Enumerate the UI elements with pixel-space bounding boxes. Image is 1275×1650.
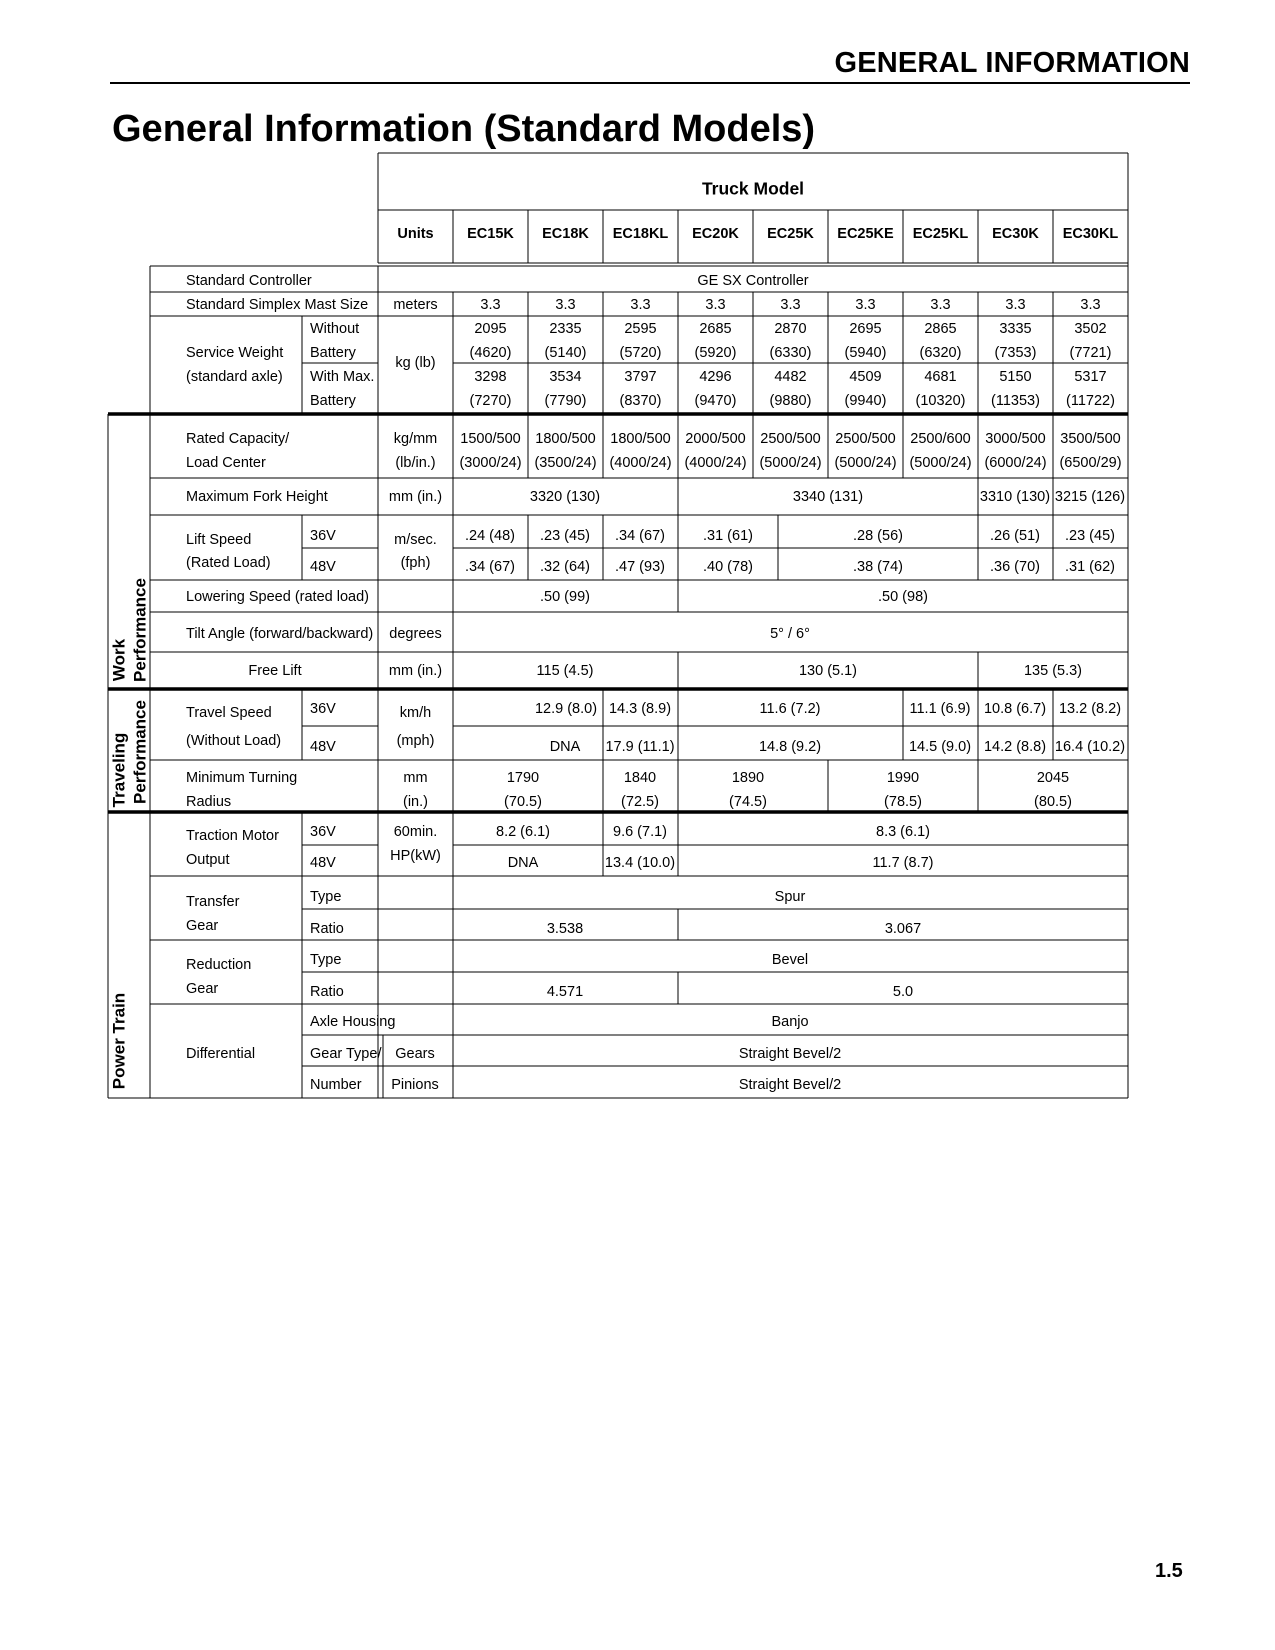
lift-speed-unit: m/sec.: [394, 531, 437, 548]
turning-radius-value: 1890: [731, 769, 765, 786]
without-battery-label: Battery: [310, 344, 356, 361]
travel-speed-48v-value: 14.5 (9.0): [908, 738, 972, 755]
transfer-ratio-value: 3.538: [546, 920, 584, 937]
fork-height-value: 3340 (131): [792, 488, 864, 505]
turning-radius-value: 1990: [886, 769, 920, 786]
weight-with-value: (8370): [619, 392, 662, 409]
travel-speed-48v-value: 16.4 (10.2): [1054, 738, 1126, 755]
section-work-label: Performance: [130, 578, 150, 682]
weight-with-value: 3534: [549, 368, 582, 385]
travel-speed-48v-value: DNA: [549, 738, 581, 755]
turning-radius-value: (70.5): [504, 793, 542, 810]
lift-speed-36v-label: 36V: [310, 527, 336, 544]
weight-with-value: (9940): [844, 392, 887, 409]
section-traveling-label: Performance: [130, 700, 150, 804]
rated-capacity-label: Load Center: [186, 454, 266, 471]
weight-without-value: 3502: [1074, 320, 1107, 337]
free-lift-value: 130 (5.1): [798, 662, 858, 679]
section-traveling-label: Traveling: [109, 732, 129, 808]
lift-speed-unit: (fph): [400, 554, 431, 571]
weight-with-value: 4296: [699, 368, 732, 385]
mast-size-value: 3.3: [630, 296, 651, 313]
service-weight-label: Service Weight: [186, 344, 284, 361]
weight-without-value: 2595: [624, 320, 657, 337]
traction-motor-unit: HP(kW): [390, 847, 441, 864]
tilt-angle-value: 5° / 6°: [770, 625, 810, 642]
gear-type-label: Gear Type/: [310, 1045, 382, 1062]
section-work-label: Work: [109, 638, 129, 682]
travel-speed-48v-value: 14.8 (9.2): [758, 738, 822, 755]
traction-36v-value: 9.6 (7.1): [613, 823, 667, 840]
travel-speed-36v-value: 11.6 (7.2): [759, 700, 821, 717]
fork-height-value: 3215 (126): [1054, 488, 1126, 505]
reduction-type-label: Type: [310, 951, 342, 968]
rated-capacity-value: (3000/24): [459, 454, 522, 471]
lift-speed-36v-value: .26 (51): [990, 527, 1040, 544]
model-header-ec15k: EC15K: [467, 225, 514, 242]
travel-speed-48v-value: 17.9 (11.1): [605, 738, 675, 755]
weight-without-value: (6330): [769, 344, 812, 361]
mast-size-value: 3.3: [480, 296, 501, 313]
reduction-type-value: Bevel: [771, 951, 809, 968]
lift-speed-48v-value: .34 (67): [465, 558, 515, 575]
mast-size-value: 3.3: [1080, 296, 1101, 313]
travel-speed-48v-value: 14.2 (8.8): [983, 738, 1047, 755]
traction-motor-unit: 60min.: [393, 823, 438, 840]
fork-height-unit: mm (in.): [388, 488, 443, 505]
section-power-train-label: Power Train: [109, 992, 129, 1090]
free-lift-value: 115 (4.5): [536, 662, 594, 679]
lift-speed-36v-value: .34 (67): [615, 527, 665, 544]
lift-speed-36v-value: .24 (48): [465, 527, 515, 544]
reduction-gear-label: Gear: [186, 980, 219, 997]
reduction-gear-label: Reduction: [186, 956, 252, 973]
travel-speed-label: (Without Load): [186, 732, 282, 749]
lift-speed-48v-value: .36 (70): [990, 558, 1040, 575]
pinions-label: Pinions: [391, 1076, 439, 1093]
rated-capacity-value: (3500/24): [534, 454, 597, 471]
transfer-gear-label: Transfer: [186, 893, 240, 910]
pinions-value: Straight Bevel/2: [738, 1076, 842, 1093]
units-header: Units: [397, 225, 434, 242]
gears-value: Straight Bevel/2: [738, 1045, 842, 1062]
weight-with-value: (9470): [694, 392, 737, 409]
turning-radius-value: (78.5): [884, 793, 922, 810]
model-header-ec25k: EC25K: [767, 225, 814, 242]
weight-with-value: (9880): [769, 392, 812, 409]
without-battery-label: Without: [310, 320, 360, 337]
rated-capacity-value: (4000/24): [684, 454, 747, 471]
weight-without-value: (7721): [1069, 344, 1112, 361]
traction-48v-value: 13.4 (10.0): [604, 854, 676, 871]
model-header-ec25ke: EC25KE: [837, 225, 894, 242]
page-number: 1.5: [1155, 1560, 1183, 1582]
lift-speed-48v-value: .38 (74): [853, 558, 903, 575]
travel-speed-unit: km/h: [399, 704, 432, 721]
standard-controller-label: Standard Controller: [186, 272, 312, 289]
service-weight-label: (standard axle): [186, 368, 283, 385]
weight-without-value: 3335: [999, 320, 1032, 337]
turning-radius-value: 2045: [1036, 769, 1070, 786]
weight-with-value: 3797: [624, 368, 657, 385]
rated-capacity-unit: kg/mm: [393, 430, 438, 447]
weight-without-value: (7353): [994, 344, 1037, 361]
reduction-ratio-value: 5.0: [892, 983, 914, 1000]
traction-motor-label: Output: [186, 851, 230, 868]
lowering-speed-value: .50 (98): [878, 588, 928, 605]
traction-48v-label: 48V: [310, 854, 336, 871]
weight-with-value: (11722): [1066, 392, 1115, 409]
weight-without-value: (5920): [694, 344, 737, 361]
gear-number-label: Number: [310, 1076, 362, 1093]
reduction-ratio-label: Ratio: [310, 983, 344, 1000]
weight-with-value: (7790): [544, 392, 587, 409]
standard-controller-value: GE SX Controller: [697, 272, 809, 289]
transfer-ratio-value: 3.067: [884, 920, 922, 937]
tilt-angle-label: Tilt Angle (forward/backward): [186, 625, 374, 642]
travel-speed-48v-label: 48V: [310, 738, 336, 755]
mast-size-value: 3.3: [555, 296, 576, 313]
weight-with-value: 3298: [474, 368, 507, 385]
rated-capacity-value: (4000/24): [609, 454, 672, 471]
mast-size-label: Standard Simplex Mast Size: [186, 296, 369, 313]
weight-without-value: (5940): [844, 344, 887, 361]
rated-capacity-label: Rated Capacity/: [186, 430, 290, 447]
lift-speed-48v-value: .47 (93): [615, 558, 665, 575]
mast-size-value: 3.3: [930, 296, 951, 313]
traction-motor-label: Traction Motor: [186, 827, 279, 844]
differential-label: Differential: [186, 1045, 256, 1062]
weight-without-value: 2095: [474, 320, 507, 337]
transfer-type-label: Type: [310, 888, 342, 905]
weight-without-value: 2685: [699, 320, 732, 337]
free-lift-value: 135 (5.3): [1023, 662, 1083, 679]
fork-height-value: 3320 (130): [529, 488, 601, 505]
gears-label: Gears: [395, 1045, 435, 1062]
axle-housing-value: Banjo: [771, 1013, 809, 1030]
lift-speed-48v-value: .32 (64): [540, 558, 590, 575]
transfer-ratio-label: Ratio: [310, 920, 344, 937]
model-header-ec20k: EC20K: [692, 225, 739, 242]
rated-capacity-value: (6500/29): [1059, 454, 1122, 471]
traction-36v-label: 36V: [310, 823, 336, 840]
rated-capacity-value: (5000/24): [759, 454, 822, 471]
travel-speed-label: Travel Speed: [186, 704, 272, 721]
traction-36v-value: 8.2 (6.1): [496, 823, 550, 840]
lift-speed-48v-value: .40 (78): [703, 558, 753, 575]
travel-speed-36v-label: 36V: [310, 700, 336, 717]
weight-with-value: (10320): [915, 392, 966, 409]
rated-capacity-value: 1800/500: [610, 430, 671, 447]
fork-height-label: Maximum Fork Height: [186, 488, 328, 505]
weight-without-value: 2695: [849, 320, 882, 337]
axle-housing-label: Axle Housing: [310, 1013, 396, 1030]
weight-with-value: 4509: [849, 368, 882, 385]
weight-with-value: 5150: [999, 368, 1032, 385]
free-lift-label: Free Lift: [248, 662, 302, 679]
turning-radius-unit: mm: [403, 769, 428, 786]
travel-speed-36v-value: 13.2 (8.2): [1058, 700, 1122, 717]
lift-speed-label: Lift Speed: [186, 531, 252, 548]
traction-48v-value: DNA: [507, 854, 539, 871]
turning-radius-value: (72.5): [621, 793, 659, 810]
turning-radius-label: Radius: [186, 793, 232, 810]
section-title: GENERAL INFORMATION: [834, 47, 1190, 79]
travel-speed-36v-value: 11.1 (6.9): [909, 700, 971, 717]
service-weight-unit: kg (lb): [395, 354, 436, 371]
rated-capacity-unit: (lb/in.): [395, 454, 436, 471]
weight-without-value: (4620): [469, 344, 512, 361]
weight-with-value: 4482: [774, 368, 807, 385]
lowering-speed-label: Lowering Speed (rated load): [186, 588, 369, 605]
lift-speed-36v-value: .23 (45): [1065, 527, 1115, 544]
travel-speed-36v-value: 12.9 (8.0): [534, 700, 598, 717]
reduction-ratio-value: 4.571: [546, 983, 584, 1000]
rated-capacity-value: 2000/500: [685, 430, 746, 447]
lift-speed-48v-value: .31 (62): [1065, 558, 1115, 575]
page-title: General Information (Standard Models): [112, 108, 816, 150]
rated-capacity-value: 3000/500: [985, 430, 1046, 447]
turning-radius-value: (80.5): [1034, 793, 1072, 810]
lift-speed-label: (Rated Load): [186, 554, 271, 571]
with-battery-label: Battery: [310, 392, 356, 409]
truck-model-header: Truck Model: [701, 178, 805, 199]
rated-capacity-value: (6000/24): [984, 454, 1047, 471]
lowering-speed-value: .50 (99): [540, 588, 590, 605]
weight-without-value: 2865: [924, 320, 957, 337]
weight-without-value: (5720): [619, 344, 662, 361]
mast-size-value: 3.3: [780, 296, 801, 313]
travel-speed-unit: (mph): [396, 732, 435, 749]
rated-capacity-value: 1800/500: [535, 430, 596, 447]
rated-capacity-value: 3500/500: [1060, 430, 1121, 447]
tilt-angle-unit: degrees: [389, 625, 442, 642]
turning-radius-unit: (in.): [403, 793, 428, 810]
lift-speed-36v-value: .23 (45): [540, 527, 590, 544]
rated-capacity-value: 2500/500: [835, 430, 896, 447]
rated-capacity-value: (5000/24): [909, 454, 972, 471]
rated-capacity-value: 2500/500: [760, 430, 821, 447]
weight-with-value: 5317: [1074, 368, 1107, 385]
weight-without-value: (5140): [544, 344, 587, 361]
travel-speed-36v-value: 10.8 (6.7): [983, 700, 1047, 717]
mast-size-value: 3.3: [1005, 296, 1026, 313]
model-header-ec25kl: EC25KL: [912, 225, 969, 242]
rated-capacity-value: (5000/24): [834, 454, 897, 471]
traction-48v-value: 11.7 (8.7): [872, 854, 934, 871]
rated-capacity-value: 1500/500: [460, 430, 521, 447]
model-header-ec18k: EC18K: [542, 225, 589, 242]
travel-speed-36v-value: 14.3 (8.9): [608, 700, 672, 717]
turning-radius-value: 1840: [623, 769, 657, 786]
weight-with-value: (11353): [991, 392, 1040, 409]
turning-radius-value: 1790: [506, 769, 540, 786]
mast-size-value: 3.3: [705, 296, 726, 313]
free-lift-unit: mm (in.): [388, 662, 443, 679]
lift-speed-48v-label: 48V: [310, 558, 336, 575]
weight-without-value: 2335: [549, 320, 582, 337]
weight-with-value: 4681: [924, 368, 957, 385]
turning-radius-label: Minimum Turning: [186, 769, 298, 786]
turning-radius-value: (74.5): [729, 793, 767, 810]
lift-speed-36v-value: .28 (56): [853, 527, 903, 544]
mast-size-unit: meters: [393, 296, 438, 313]
model-header-ec30kl: EC30KL: [1062, 225, 1119, 242]
transfer-gear-label: Gear: [186, 917, 219, 934]
rated-capacity-value: 2500/600: [910, 430, 971, 447]
weight-with-value: (7270): [469, 392, 512, 409]
traction-36v-value: 8.3 (6.1): [876, 823, 930, 840]
transfer-type-value: Spur: [774, 888, 806, 905]
fork-height-value: 3310 (130): [979, 488, 1051, 505]
weight-without-value: (6320): [919, 344, 962, 361]
model-header-ec30k: EC30K: [992, 225, 1039, 242]
mast-size-value: 3.3: [855, 296, 876, 313]
model-header-ec18kl: EC18KL: [612, 225, 669, 242]
lift-speed-36v-value: .31 (61): [703, 527, 753, 544]
with-battery-label: With Max.: [310, 368, 375, 385]
weight-without-value: 2870: [774, 320, 807, 337]
